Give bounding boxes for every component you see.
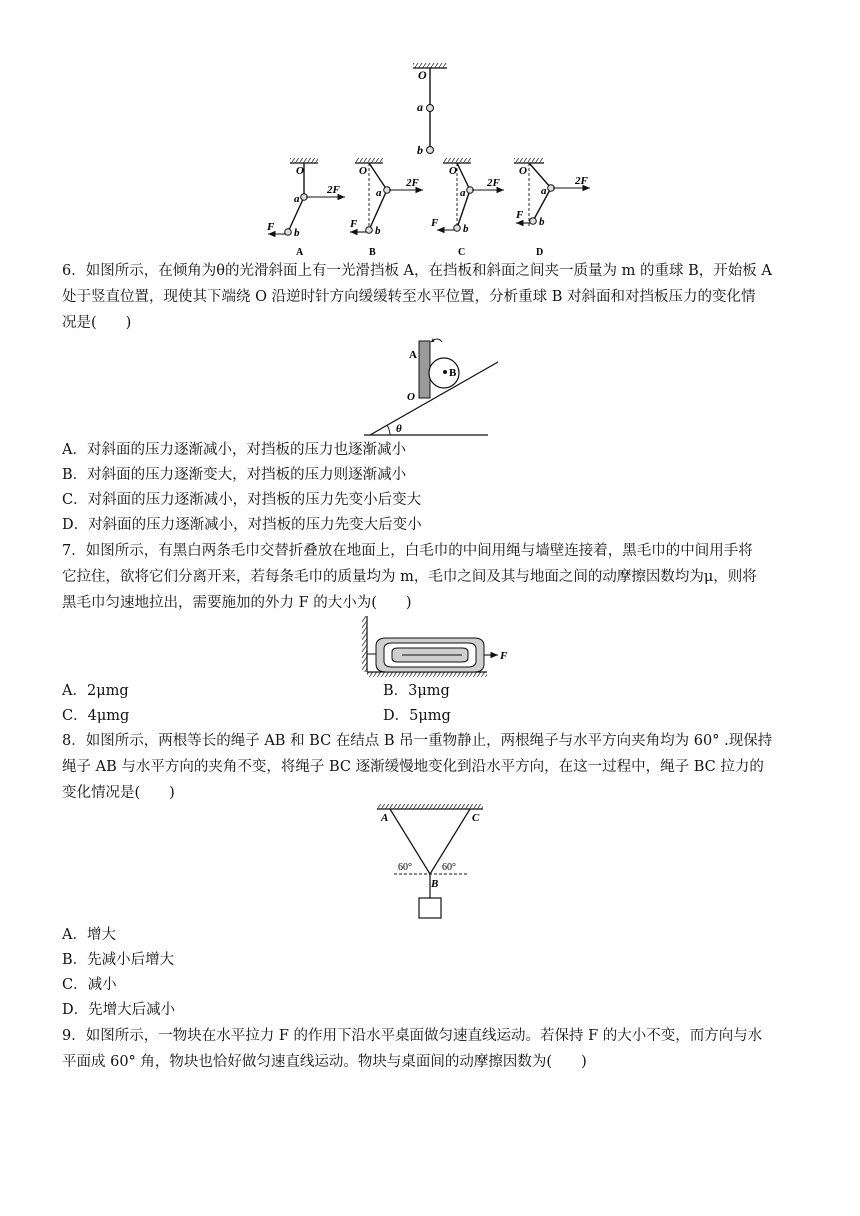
svg-text:O: O	[407, 391, 415, 403]
q6-option-a[interactable]: A．对斜面的压力逐渐减小，对挡板的压力也逐渐减小	[62, 442, 406, 458]
initial-state-diagram	[413, 63, 447, 157]
option-a-letter: A	[296, 247, 304, 258]
option-c-diagram	[430, 158, 504, 258]
svg-text:2F: 2F	[575, 175, 588, 187]
svg-text:O: O	[296, 165, 304, 177]
q6-option-b[interactable]: B．对斜面的压力逐渐变大，对挡板的压力则逐渐减小	[62, 467, 407, 483]
q8-figure	[370, 802, 500, 924]
q6-figure	[360, 332, 520, 442]
q8-option-c[interactable]: C．减小	[62, 977, 117, 993]
svg-text:a: a	[460, 187, 466, 199]
label-a: a	[417, 100, 423, 114]
option-a-diagram	[266, 158, 345, 258]
q7-stem-line-1: 7．如图所示，有黑白两条毛巾交替折叠放在地面上，白毛巾的中间用绳与墙壁连接着，黑毛巾的中间用手将	[62, 543, 753, 559]
q7-option-d[interactable]: D．5μmg	[383, 708, 451, 724]
q6-stem-line-3: 况是( )	[62, 315, 132, 331]
svg-text:b: b	[375, 225, 381, 237]
q8-stem-line-2: 绳子 AB 与水平方向的夹角不变，将绳子 BC 逐渐缓慢地变化到沿水平方向，在这一过程中，绳子 BC 拉力的	[62, 759, 764, 775]
svg-text:A: A	[381, 812, 389, 824]
svg-text:a: a	[376, 187, 382, 199]
svg-text:2F: 2F	[487, 177, 500, 189]
q8-stem-line-3: 变化情况是( )	[62, 785, 175, 801]
q8-option-d[interactable]: D．先增大后减小	[62, 1002, 176, 1018]
label-b: b	[417, 143, 423, 157]
q9-stem-line-2: 平面成 60° 角，物块也恰好做匀速直线运动。物块与桌面间的动摩擦因数为( )	[62, 1054, 587, 1070]
q8-option-b[interactable]: B．先减小后增大	[62, 952, 175, 968]
svg-text:O: O	[359, 165, 367, 177]
option-c-letter: C	[458, 247, 466, 258]
q6-option-c[interactable]: C．对斜面的压力逐渐减小，对挡板的压力先变小后变大	[62, 492, 422, 508]
svg-text:2F: 2F	[327, 184, 340, 196]
svg-text:θ: θ	[396, 423, 402, 435]
q6-option-d[interactable]: D．对斜面的压力逐渐减小，对挡板的压力先变大后变小	[62, 517, 422, 533]
svg-text:a: a	[294, 193, 300, 205]
svg-text:C: C	[472, 812, 480, 824]
option-b-diagram	[349, 158, 423, 258]
svg-text:2F: 2F	[406, 177, 419, 189]
svg-text:60°: 60°	[442, 862, 456, 873]
q6-stem-line-1: 6．如图所示，在倾角为θ的光滑斜面上有一光滑挡板 A，在挡板和斜面之间夹一质量为 m 的重球 B，开始板 A	[62, 263, 772, 279]
q5-figure	[0, 0, 860, 262]
q7-stem-line-3: 黑毛巾匀速地拉出，需要施加的外力 F 的大小为( )	[62, 595, 412, 611]
q8-stem-line-1: 8．如图所示，两根等长的绳子 AB 和 BC 在结点 B 吊一重物静止，两根绳子与水平方向夹角均为 60° .现保持	[62, 733, 773, 749]
svg-text:a: a	[541, 185, 547, 197]
q6-stem-line-2: 处于竖直位置，现使其下端绕 O 沿逆时针方向缓缓转至水平位置，分析重球 B 对斜面和对挡板压力的变化情	[62, 289, 756, 305]
option-b-letter: B	[369, 247, 376, 258]
svg-text:O: O	[449, 165, 457, 177]
option-d-letter: D	[536, 247, 544, 258]
svg-text:F: F	[431, 217, 439, 229]
svg-text:F: F	[350, 218, 358, 230]
svg-text:B: B	[431, 878, 439, 890]
svg-text:O: O	[519, 165, 527, 177]
svg-text:b: b	[294, 227, 300, 239]
q7-option-b[interactable]: B．3μmg	[383, 683, 450, 699]
svg-text:F: F	[267, 221, 275, 233]
q7-option-a[interactable]: A．2μmg	[62, 683, 129, 699]
svg-text:F: F	[500, 650, 508, 662]
q7-figure	[362, 616, 512, 680]
q7-option-c[interactable]: C．4μmg	[62, 708, 130, 724]
svg-text:F: F	[516, 209, 524, 221]
svg-text:60°: 60°	[398, 862, 412, 873]
q7-stem-line-2: 它拉住，欲将它们分离开来，若每条毛巾的质量均为 m，毛巾之间及其与地面之间的动摩擦因数均为μ，则将	[62, 569, 757, 585]
svg-text:b: b	[539, 216, 545, 228]
option-d-diagram	[514, 158, 590, 258]
svg-text:B: B	[449, 367, 457, 379]
q9-stem-line-1: 9．如图所示，一物块在水平拉力 F 的作用下沿水平桌面做匀速直线运动。若保持 F 的大小不变，而方向与水	[62, 1028, 763, 1044]
q8-option-a[interactable]: A．增大	[62, 927, 116, 943]
svg-text:A: A	[409, 349, 417, 361]
label-o: O	[418, 68, 427, 82]
svg-text:b: b	[463, 223, 469, 235]
